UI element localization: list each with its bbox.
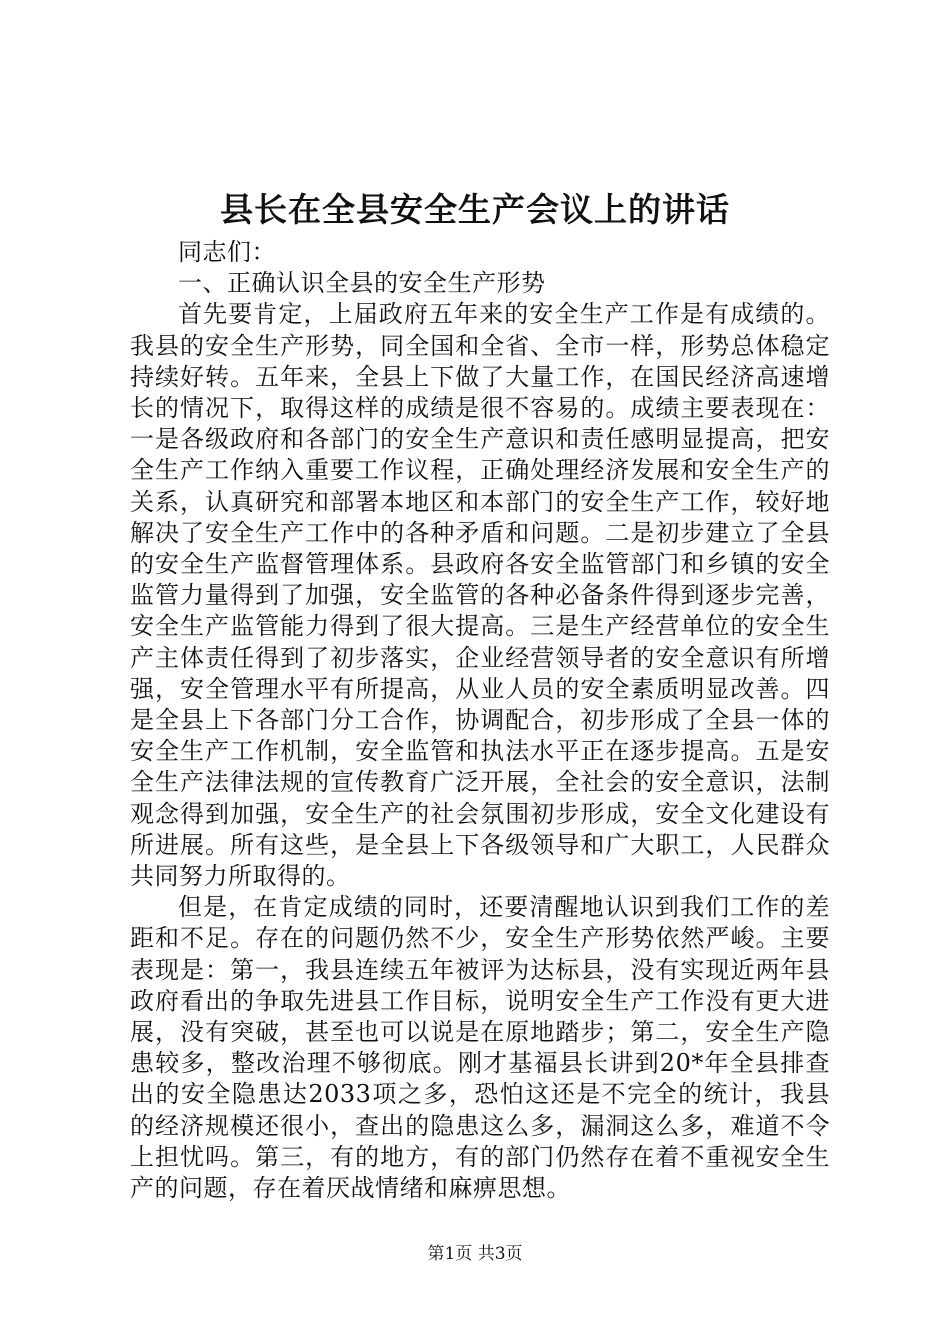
document-title: 县长在全县安全生产会议上的讲话: [220, 190, 730, 229]
paragraph-problems: 但是，在肯定成绩的同时，还要清醒地认识到我们工作的差距和不足。存在的问题仍然不少，安全生产形势依然严峻。主要表现是：第一，我县连续五年被评为达标县，没有实现近两年县政府看出的争取先进县工作目标，说明安全生产工作没有更大进展，没有突破，甚至也可以说是在原地踏步；第二，安全生产隐患较多，整改治理不够彻底。刚才基福县长讲到20*年全县排查出的安全隐患达2033项之多，恐怕这还是不完全的统计，我县的经济规模还很小，查出的隐患这么多，漏洞这么多，难道不令上担忧吗。第三，有的地方，有的部门仍然存在着不重视安全生产的问题，存在着厌战情绪和麻痹思想。: [130, 893, 830, 1203]
document-body: [130, 237, 830, 1204]
salutation: 同志们：: [178, 238, 276, 266]
page-footer: 第1页 共3页: [427, 1244, 523, 1264]
paragraph-achievements: 首先要肯定，上届政府五年来的安全生产工作是有成绩的。我县的安全生产形势，同全国和全省、全市一样，形势总体稳定持续好转。五年来，全县上下做了大量工作，在国民经济高速增长的情况下，取得这样的成绩是很不容易的。成绩主要表现在：一是各级政府和各部门的安全生产意识和责任感明显提高，把安全生产工作纳入重要工作议程，正确处理经济发展和安全生产的关系，认真研究和部署本地区和本部门的安全生产工作，较好地解决了安全生产工作中的各种矛盾和问题。二是初步建立了全县的安全生产监督管理体系。县政府各安全监管部门和乡镇的安全监管力量得到了加强，安全监管的各种必备条件得到逐步完善，安全生产监管能力得到了很大提高。三是生产经营单位的安全生产主体责任得到了初步落实，企业经营领导者的安全意识有所增强，安全管理水平有所提高，从业人员的安全素质明显改善。四是全县上下各部门分工合作，协调配合，初步形成了全县一体的安全生产工作机制，安全监管和执法水平正在逐步提高。五是安全生产法律法规的宣传教育广泛开展，全社会的安全意识，法制观念得到加强，安全生产的社会氛围初步形成，安全文化建设有所进展。所有这些，是全县上下各级领导和广大职工，人民群众共同努力所取得的。: [130, 300, 830, 891]
section-heading: 一、正确认识全县的安全生产形势: [178, 269, 546, 298]
